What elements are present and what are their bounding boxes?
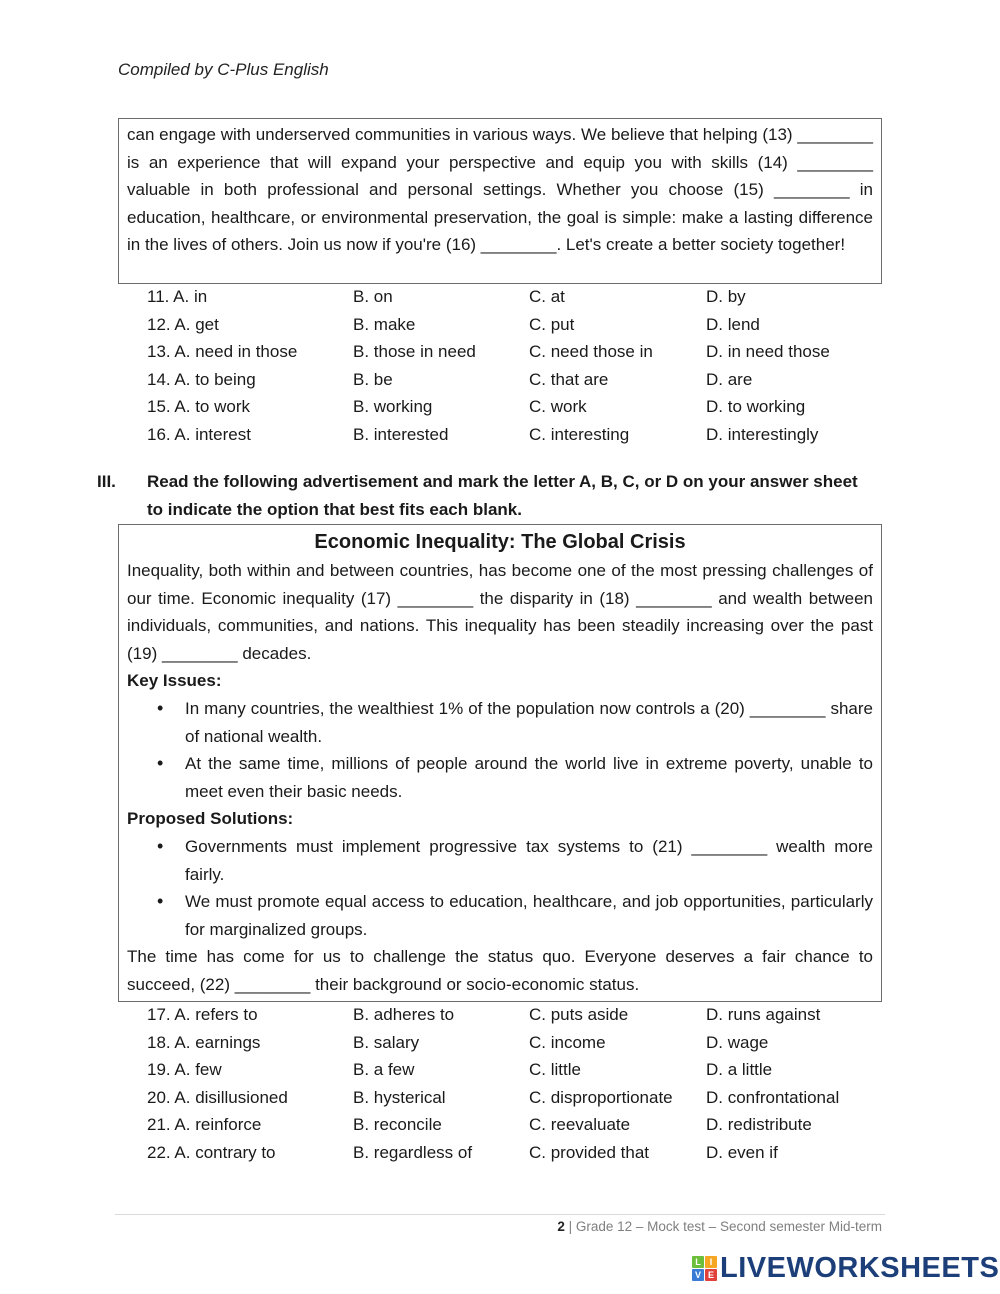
option-d[interactable]: D. are bbox=[706, 369, 753, 389]
option-d[interactable]: D. confrontational bbox=[706, 1087, 840, 1107]
option-d[interactable]: D. a little bbox=[706, 1060, 773, 1080]
option-c[interactable]: C. work bbox=[529, 397, 587, 417]
option-a[interactable]: 16. A. interest bbox=[147, 424, 251, 444]
solutions-heading: Proposed Solutions: bbox=[127, 809, 294, 829]
option-d[interactable]: D. redistribute bbox=[706, 1115, 812, 1135]
question-row-13 bbox=[147, 338, 886, 366]
section-3-instruction bbox=[97, 468, 877, 523]
page-footer bbox=[557, 1219, 882, 1234]
option-a[interactable]: 14. A. to being bbox=[147, 369, 256, 389]
option-c[interactable]: C. need those in bbox=[529, 342, 653, 362]
option-c[interactable]: C. income bbox=[529, 1032, 606, 1052]
question-row-19 bbox=[147, 1056, 886, 1084]
advertisement-intro: Inequality, both within and between countries, has become one of the most pressing challenges of our time. Economic inequality (17) ________ the disparity in (18) ________ and wealth between individuals, communities, and nations. This inequality has been steadily increasing over the past (19) ________ decades. bbox=[127, 561, 873, 663]
option-c[interactable]: C. put bbox=[529, 314, 575, 334]
logo-tile-l: L bbox=[692, 1256, 704, 1268]
question-row-11 bbox=[147, 283, 886, 311]
liveworksheets-logo bbox=[692, 1254, 999, 1283]
solutions-list bbox=[127, 833, 873, 943]
section-number: III. bbox=[97, 472, 116, 491]
compiled-by-header: Compiled by C-Plus English bbox=[118, 60, 329, 79]
option-a[interactable]: 21. A. reinforce bbox=[147, 1115, 262, 1135]
option-a[interactable]: 17. A. refers to bbox=[147, 1005, 258, 1024]
footer-divider bbox=[115, 1214, 885, 1215]
option-c[interactable]: C. puts aside bbox=[529, 1005, 629, 1024]
logo-text: LIVEWORKSHEETS bbox=[720, 1252, 1000, 1284]
option-a[interactable]: 12. A. get bbox=[147, 314, 219, 334]
logo-tile-e: E bbox=[705, 1269, 717, 1281]
logo-tiles-icon bbox=[692, 1256, 717, 1281]
option-b[interactable]: B. on bbox=[353, 287, 393, 306]
option-b[interactable]: B. those in need bbox=[353, 342, 476, 362]
option-d[interactable]: D. lend bbox=[706, 314, 760, 334]
option-b[interactable]: B. working bbox=[353, 397, 433, 417]
page-number: 2 bbox=[557, 1219, 565, 1234]
option-b[interactable]: B. a few bbox=[353, 1060, 415, 1080]
option-d[interactable]: D. interestingly bbox=[706, 424, 819, 444]
passage-1-box bbox=[118, 118, 882, 284]
questions-11-16 bbox=[147, 283, 886, 449]
option-a[interactable]: 22. A. contrary to bbox=[147, 1142, 276, 1162]
footer-text: Grade 12 – Mock test – Second semester Mid-term bbox=[575, 1219, 882, 1234]
option-b[interactable]: B. make bbox=[353, 314, 416, 334]
option-a[interactable]: 18. A. earnings bbox=[147, 1032, 261, 1052]
option-b[interactable]: B. hysterical bbox=[353, 1087, 446, 1107]
key-issue-item: • At the same time, millions of people around the world live in extreme poverty, unable to meet even their basic needs. bbox=[185, 750, 873, 805]
advertisement-closing: The time has come for us to challenge the status quo. Everyone deserves a fair chance to succeed, (22) ________ their background or socio-economic status. bbox=[127, 947, 873, 994]
advertisement-title: Economic Inequality: The Global Crisis bbox=[314, 531, 686, 553]
option-b[interactable]: B. salary bbox=[353, 1032, 420, 1052]
option-d[interactable]: D. to working bbox=[706, 397, 806, 417]
key-issues-heading: Key Issues: bbox=[127, 671, 222, 691]
option-d[interactable]: D. even if bbox=[706, 1142, 778, 1162]
option-d[interactable]: D. wage bbox=[706, 1032, 769, 1052]
question-row-17 bbox=[147, 1001, 886, 1029]
option-c[interactable]: C. reevaluate bbox=[529, 1115, 631, 1135]
option-c[interactable]: C. provided that bbox=[529, 1142, 650, 1162]
option-c[interactable]: C. interesting bbox=[529, 424, 630, 444]
question-row-21 bbox=[147, 1111, 886, 1139]
option-a[interactable]: 19. A. few bbox=[147, 1060, 222, 1080]
option-b[interactable]: B. interested bbox=[353, 424, 449, 444]
footer-separator: | bbox=[564, 1219, 576, 1234]
key-issues-list bbox=[127, 695, 873, 805]
option-c[interactable]: C. that are bbox=[529, 369, 609, 389]
question-row-18 bbox=[147, 1029, 886, 1057]
logo-tile-v: V bbox=[692, 1269, 704, 1281]
option-a[interactable]: 13. A. need in those bbox=[147, 342, 298, 362]
questions-17-22 bbox=[147, 1001, 886, 1167]
option-d[interactable]: D. in need those bbox=[706, 342, 830, 362]
solution-item: • We must promote equal access to education, healthcare, and job opportunities, particularly for marginalized groups. bbox=[185, 888, 873, 943]
question-row-20 bbox=[147, 1084, 886, 1112]
question-row-15 bbox=[147, 393, 886, 421]
passage-1-text: can engage with underserved communities in various ways. We believe that helping (13) ________ is an experience that will expand your perspective and equip you with skills (14) ________ valuable in both professional and personal settings. Whether you choose (15) ________ in education, healthcare, or environmental preservation, the goal is simple: make a lasting difference in the lives of others. Join us now if you're (16) ________. Let's create a better society together! bbox=[127, 125, 873, 255]
option-a[interactable]: 20. A. disillusioned bbox=[147, 1087, 288, 1107]
option-b[interactable]: B. be bbox=[353, 369, 393, 389]
instruction-text: Read the following advertisement and mark the letter A, B, C, or D on your answer sheet to indicate the option that best fits each blank. bbox=[147, 472, 858, 519]
option-a[interactable]: 11. A. in bbox=[147, 287, 208, 306]
advertisement-box bbox=[118, 524, 882, 1002]
option-b[interactable]: B. reconcile bbox=[353, 1115, 442, 1135]
option-c[interactable]: C. little bbox=[529, 1060, 581, 1080]
logo-tile-i: I bbox=[705, 1256, 717, 1268]
option-b[interactable]: B. adheres to bbox=[353, 1005, 455, 1024]
question-row-12 bbox=[147, 311, 886, 339]
option-c[interactable]: C. disproportionate bbox=[529, 1087, 673, 1107]
solution-item: • Governments must implement progressive tax systems to (21) ________ wealth more fairly. bbox=[185, 833, 873, 888]
option-c[interactable]: C. at bbox=[529, 287, 565, 306]
question-row-16 bbox=[147, 421, 886, 449]
option-d[interactable]: D. by bbox=[706, 287, 746, 306]
question-row-22 bbox=[147, 1139, 886, 1167]
option-d[interactable]: D. runs against bbox=[706, 1005, 821, 1024]
question-row-14 bbox=[147, 366, 886, 394]
option-b[interactable]: B. regardless of bbox=[353, 1142, 473, 1162]
option-a[interactable]: 15. A. to work bbox=[147, 397, 250, 417]
key-issue-item: • In many countries, the wealthiest 1% of the population now controls a (20) ________ share of national wealth. bbox=[185, 695, 873, 750]
